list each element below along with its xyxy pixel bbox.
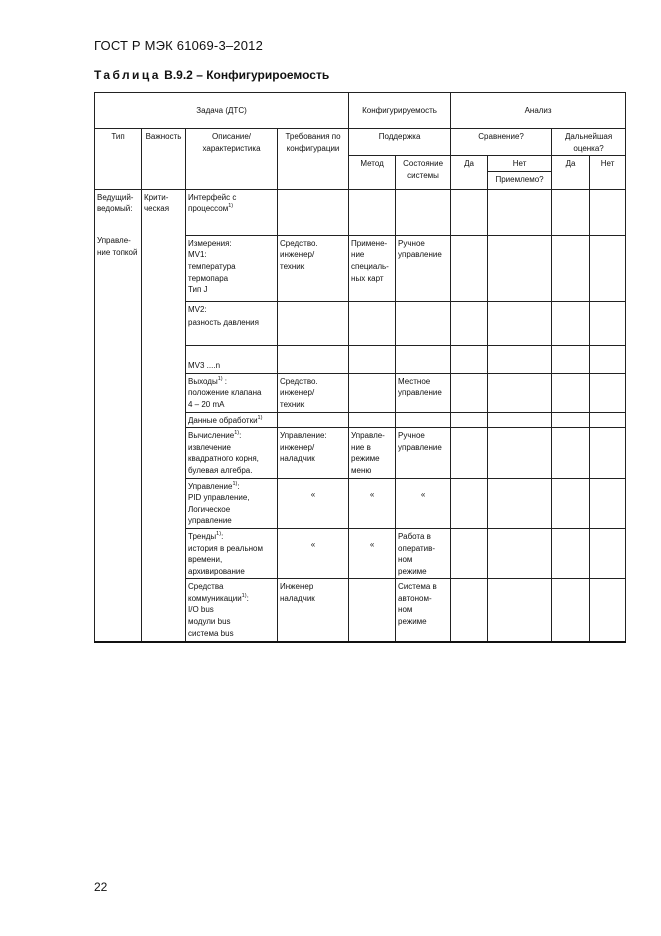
table-title-name: Конфигурироемость	[206, 68, 330, 82]
header-further-no: Нет	[590, 156, 626, 190]
importance-cell: Крити-ческая	[142, 189, 186, 642]
ditto-mark: «	[396, 478, 451, 528]
header-type: Тип	[95, 129, 142, 190]
header-analysis: Анализ	[451, 93, 626, 129]
state-cell: Работа в оператив- ном режиме	[396, 528, 451, 578]
method-cell	[349, 189, 396, 235]
configurability-table	[94, 92, 626, 643]
type-cell	[95, 189, 142, 642]
table-title-dash: –	[196, 68, 203, 82]
description-cell: MV2: разность давления	[186, 301, 278, 345]
header-description: Описание/ характеристика	[186, 129, 278, 190]
table-title-label: Таблица	[94, 68, 161, 82]
state-cell: Система в автоном- ном режиме	[396, 579, 451, 642]
description-cell: Данные обработки$^{1)}$	[186, 412, 278, 428]
header-system-state: Состояние системы	[396, 156, 451, 190]
table-title	[94, 68, 329, 82]
document-header: ГОСТ Р МЭК 61069-3–2012	[94, 38, 264, 53]
header-further-yes: Да	[552, 156, 590, 190]
ditto-mark: «	[278, 528, 349, 578]
header-comparison-no: Нет	[488, 156, 552, 172]
table-title-number: В.9.2	[164, 68, 193, 82]
requirements-cell	[278, 189, 349, 235]
description-cell: Управление$^{1)}$: PID управление, Логическое управление	[186, 478, 278, 528]
ditto-mark: «	[349, 528, 396, 578]
page-number: 22	[94, 880, 108, 894]
description-cell: Тренды$^{1)}$: история в реальном времени, архивирование	[186, 528, 278, 578]
description-cell: Средства коммуникации$^{1)}$: I/O bus модули bus система bus	[186, 579, 278, 642]
ditto-mark: «	[278, 478, 349, 528]
description-cell: Интерфейс с процессом$^{1)}$	[186, 189, 278, 235]
header-configurability: Конфигурируемость	[349, 93, 451, 129]
state-cell: Ручное управление	[396, 428, 451, 478]
method-cell: Управле- ние в режиме меню	[349, 428, 396, 478]
state-cell	[396, 189, 451, 235]
header-comparison-yes: Да	[451, 156, 488, 190]
description-cell: Выходы$^{1)}$ : положение клапана 4 – 20 mA	[186, 373, 278, 412]
ditto-mark: «	[349, 478, 396, 528]
state-cell: Местное управление	[396, 373, 451, 412]
description-cell: MV3 ....n	[186, 345, 278, 373]
description-cell: Вычисление$^{1)}$: извлечение квадратного корня, булевая алгебра.	[186, 428, 278, 478]
header-further-assessment: Дальнейшая оценка?	[552, 129, 626, 156]
header-acceptable: Приемлемо?	[488, 171, 552, 189]
header-comparison: Сравнение?	[451, 129, 552, 156]
header-requirements: Требования по конфигурации	[278, 129, 349, 190]
requirements-cell: Управление: инженер/ наладчик	[278, 428, 349, 478]
requirements-cell: Инженер наладчик	[278, 579, 349, 642]
header-method: Метод	[349, 156, 396, 190]
header-task: Задача (ДТС)	[95, 93, 349, 129]
method-cell: Примене- ние специаль- ных карт	[349, 235, 396, 301]
description-cell: Измерения: MV1: температура термопара Тип J	[186, 235, 278, 301]
type-master-slave: Ведущий-ведомый:	[97, 192, 134, 214]
state-cell: Ручное управление	[396, 235, 451, 301]
type-furnace-control: Управле-ние топкой	[97, 235, 138, 257]
header-support: Поддержка	[349, 129, 451, 156]
requirements-cell: Средство. инженер/ техник	[278, 373, 349, 412]
header-importance: Важность	[142, 129, 186, 190]
requirements-cell: Средство. инженер/ техник	[278, 235, 349, 301]
